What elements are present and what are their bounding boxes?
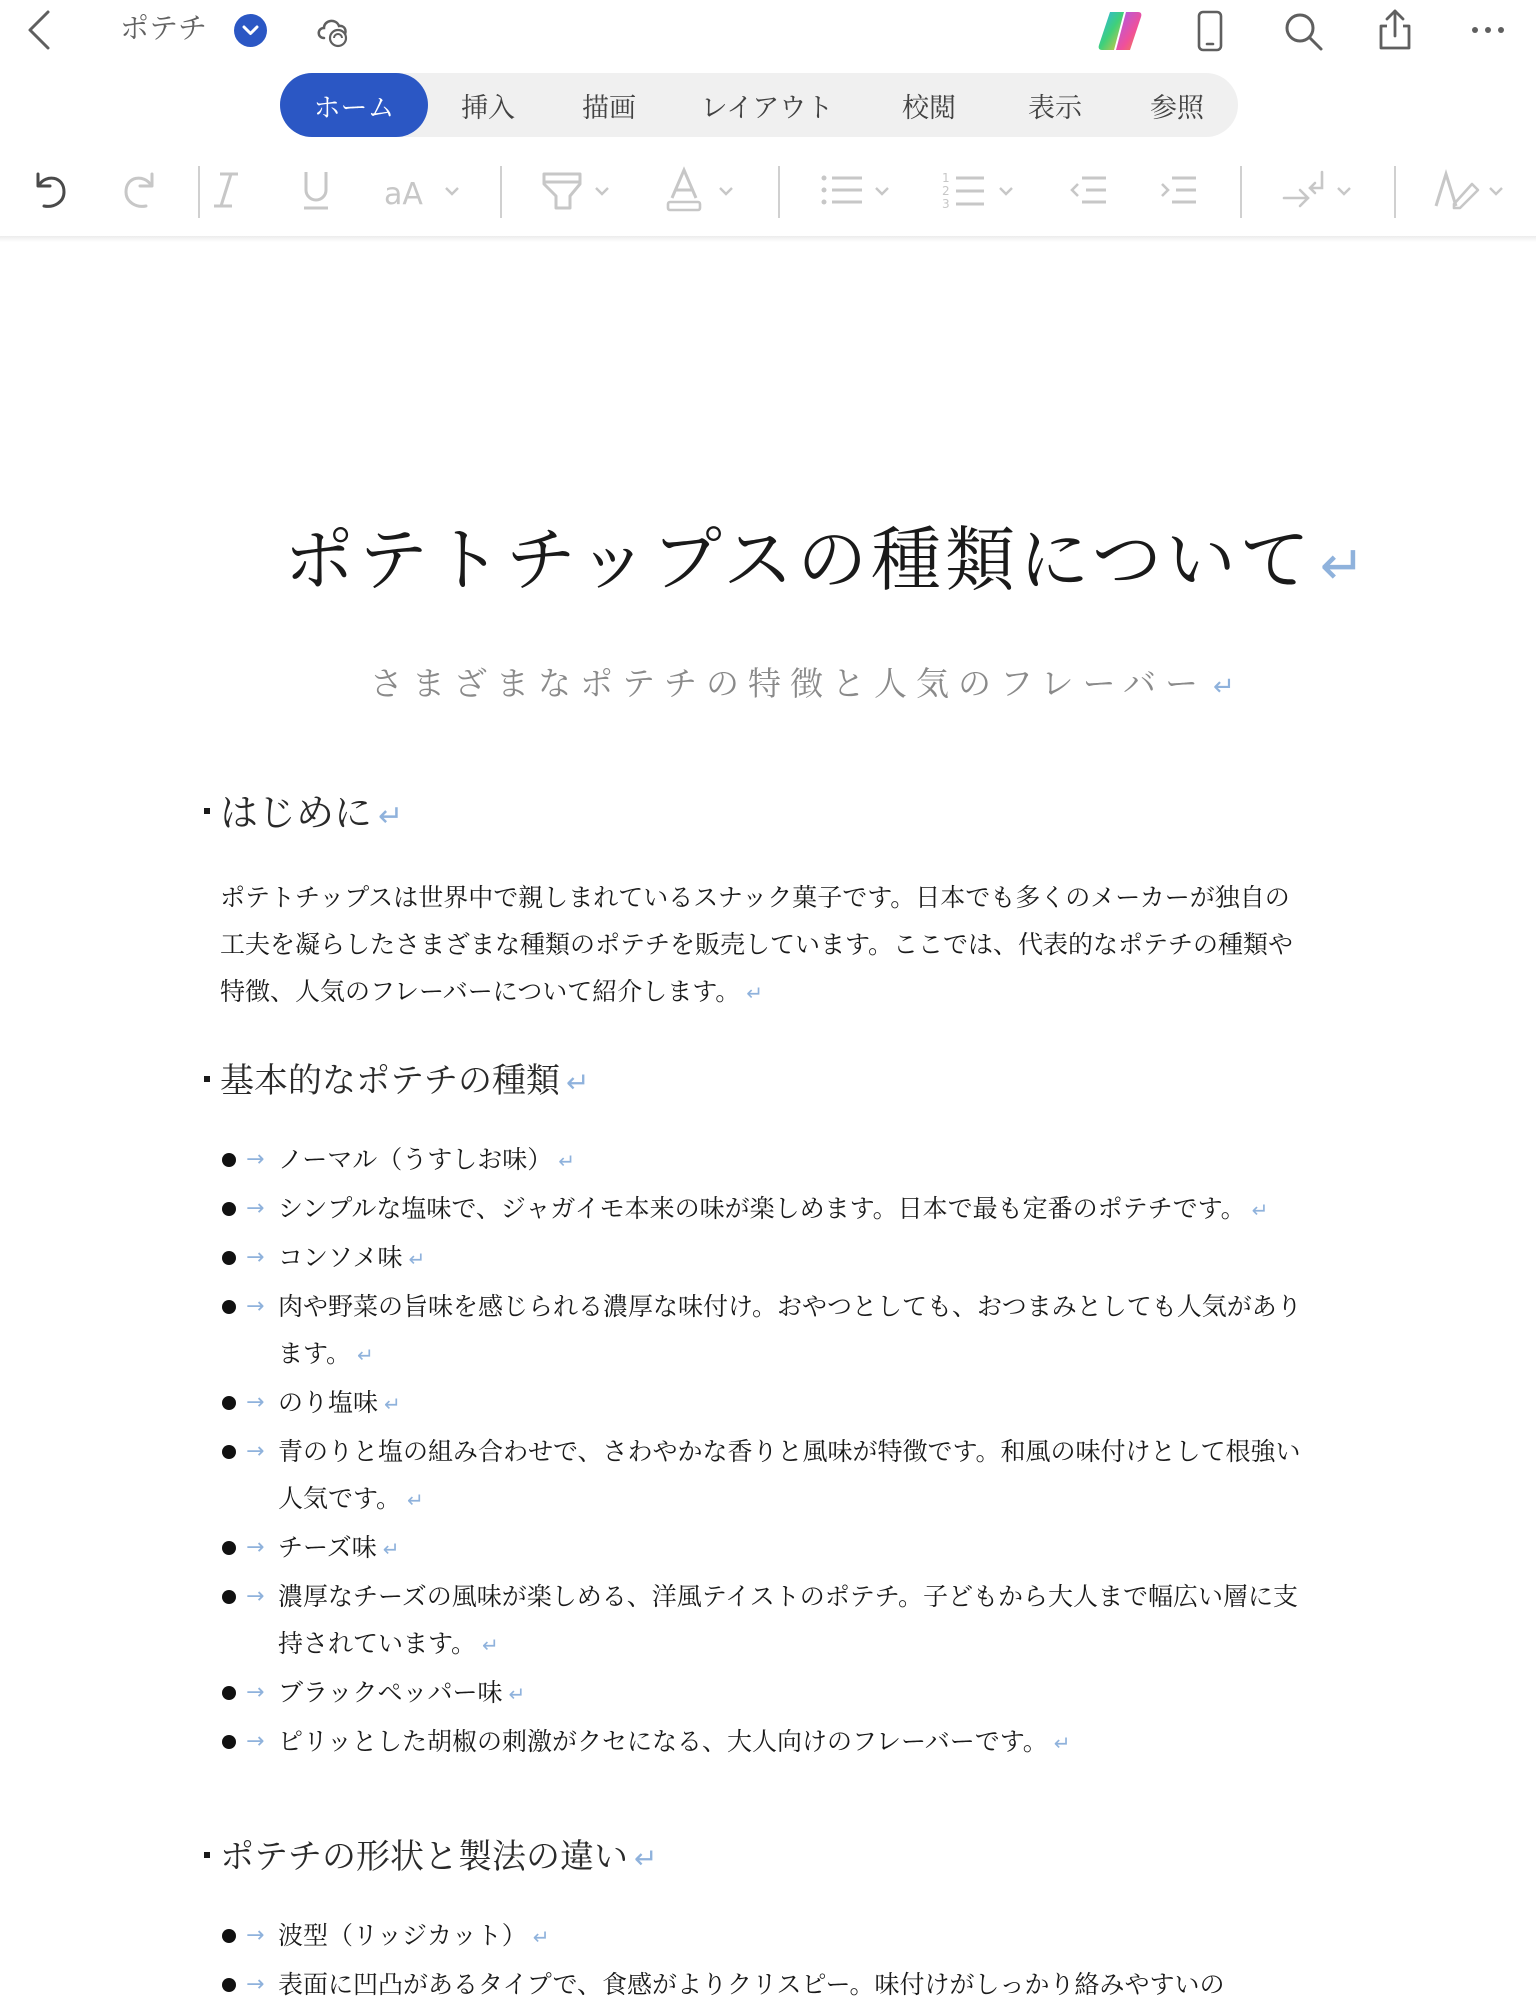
bullet-dot [222,1445,236,1459]
decrease-indent-icon[interactable] [1068,160,1108,220]
list-item[interactable]: → 青のりと塩の組み合わせで、さわやかな香りと風味が特徴です。和風の味付けとして根強い人気です。 ↵ [218,1428,1318,1524]
font-color-icon[interactable] [664,160,744,220]
bullet-dot [222,1202,236,1216]
chevron-down-icon[interactable] [234,14,267,47]
svg-text:aA: aA [384,177,423,212]
toolbar-separator [1240,166,1242,218]
paragraph-mark-icon[interactable] [1280,160,1360,220]
list-item[interactable]: → 表面に凹凸があるタイプで、食感がよりクリスピー。味付けがしっかり絡みやすいの [218,1961,1318,2008]
search-icon[interactable] [1280,8,1326,54]
tab-references[interactable]: 参照 [1150,92,1204,124]
list-item[interactable]: → のり塩味 ↵ [218,1379,1318,1428]
list-item[interactable]: → コンソメ味 ↵ [218,1234,1318,1283]
phone-view-icon[interactable] [1190,8,1230,54]
highlighter-icon[interactable] [540,160,620,220]
tab-draw[interactable]: 描画 [582,92,636,124]
list-item[interactable]: → 肉や野菜の旨味を感じられる濃厚な味付け。おやつとしても、おつまみとしても人気があります。 ↵ [218,1283,1318,1379]
section-heading-intro[interactable]: はじめに ↵ [220,788,403,842]
copilot-icon[interactable] [1096,8,1144,54]
top-bar [0,0,1536,62]
svg-text:1: 1 [942,171,950,185]
svg-text:2: 2 [942,184,950,198]
redo-icon[interactable] [116,160,164,220]
toolbar-separator [778,166,780,218]
bullet-dot [222,1251,236,1265]
back-icon[interactable] [22,8,58,52]
tab-review[interactable]: 校閲 [902,92,956,124]
undo-icon[interactable] [26,160,74,220]
shapes-list [218,1912,1318,2008]
bullet-dot [222,1929,236,1943]
cloud-sync-icon[interactable] [312,8,356,52]
increase-indent-icon[interactable] [1158,160,1198,220]
bullet-dot [222,1978,236,1992]
bullet-dot [222,1590,236,1604]
italic-icon[interactable] [206,160,246,220]
list-item[interactable]: → 波型（リッジカット） ↵ [218,1912,1318,1961]
styles-icon[interactable] [1432,160,1512,220]
doc-heading-title[interactable]: ポテトチップスの種類について ↵ [284,519,1369,601]
list-item[interactable]: → チーズ味 ↵ [218,1524,1318,1573]
document-canvas[interactable] [0,242,1536,1999]
bullet-dot [222,1153,236,1167]
tab-insert[interactable]: 挿入 [461,92,515,124]
share-icon[interactable] [1372,6,1418,54]
list-item[interactable]: → 濃厚なチーズの風味が楽しめる、洋風テイストのポテチ。子どもから大人まで幅広い層に支持されています。 ↵ [218,1573,1318,1669]
doc-subtitle[interactable]: さまざまなポテチの特徴と人気のフレーバー ↵ [370,664,1235,703]
formatting-toolbar [0,150,1536,236]
section-heading-types[interactable]: 基本的なポテチの種類 ↵ [220,1056,589,1108]
bullet-dot [222,1396,236,1410]
bullet-dot [222,1686,236,1700]
list-item[interactable]: → ブラックペッパー味 ↵ [218,1669,1318,1718]
more-icon[interactable] [1466,8,1510,52]
svg-text:3: 3 [942,197,950,211]
document-title[interactable]: ポテチ [120,11,208,45]
list-item[interactable]: → ノーマル（うすしお味） ↵ [218,1136,1318,1185]
bullet-dot [222,1300,236,1314]
list-item[interactable]: → シンプルな塩味で、ジャガイモ本来の味が楽しめます。日本で最も定番のポテチです。 ↵ [218,1185,1318,1234]
tab-home[interactable]: ホーム [280,73,428,137]
section-heading-shapes[interactable]: ポテチの形状と製法の違い ↵ [220,1832,657,1884]
tab-layout[interactable]: レイアウト [700,92,834,124]
underline-icon[interactable] [296,160,336,220]
toolbar-separator [500,166,502,218]
types-list [218,1136,1318,1767]
bullet-dot [222,1735,236,1749]
bullet-list-icon[interactable] [818,160,898,220]
font-size-icon[interactable] [384,160,464,220]
tab-view[interactable]: 表示 [1028,92,1082,124]
numbered-list-icon[interactable] [942,160,1022,220]
list-item[interactable]: → ピリッとした胡椒の刺激がクセになる、大人向けのフレーバーです。 ↵ [218,1718,1318,1767]
bullet-dot [222,1541,236,1555]
ribbon-tabs [280,73,1238,137]
intro-paragraph[interactable]: ポテトチップスは世界中で親しまれているスナック菓子です。日本でも多くのメーカーが独自の工夫を凝らしたさまざまな種類のポテチを販売しています。ここでは、代表的なポテチの種類や特徴、人気のフレーバーについて紹介します。 ↵ [220,883,1294,1006]
toolbar-separator [198,166,200,218]
toolbar-separator [1394,166,1396,218]
